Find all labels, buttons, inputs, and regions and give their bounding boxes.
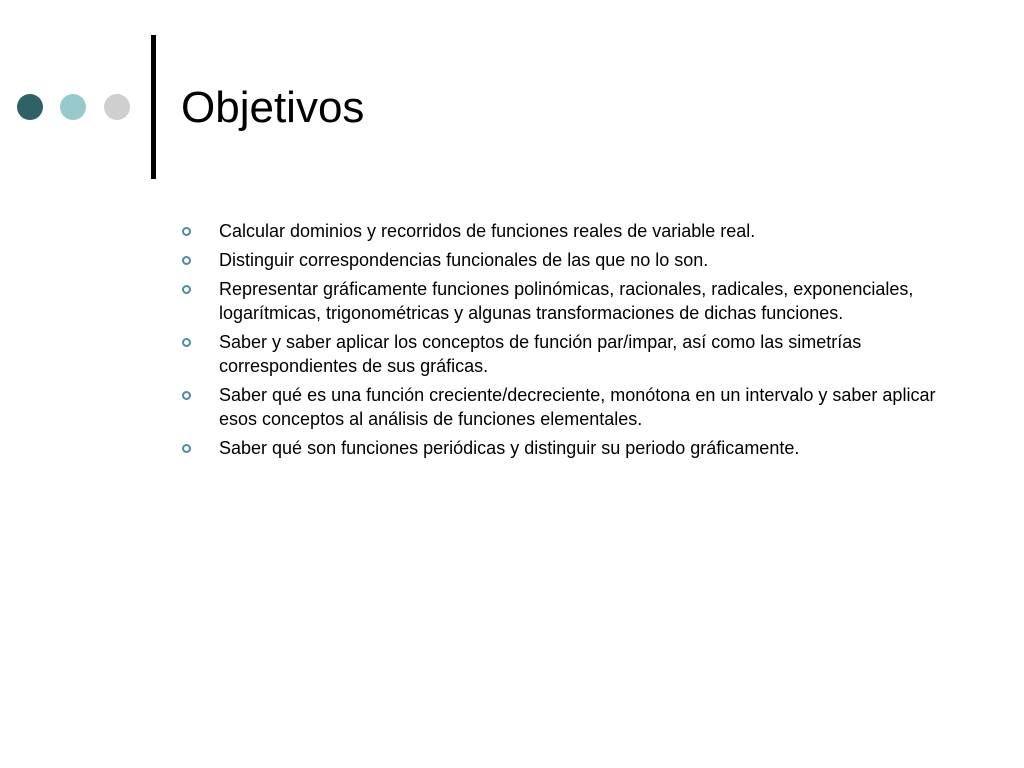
decorative-dot-grey: [104, 94, 130, 120]
bullet-circle-icon: [182, 256, 191, 265]
bullet-text: Saber qué es una función creciente/decreciente, monótona en un intervalo y saber aplicar esos conceptos al análisis de funciones elementales.: [219, 385, 936, 429]
bullet-text: Distinguir correspondencias funcionales de las que no lo son.: [219, 250, 709, 270]
bullet-item: [181, 277, 961, 325]
slide-title: Objetivos: [181, 83, 365, 132]
bullet-item: [181, 248, 961, 272]
bullet-list: [181, 219, 961, 465]
bullet-circle-icon: [182, 338, 191, 347]
bullet-text: Calcular dominios y recorridos de funciones reales de variable real.: [219, 221, 756, 241]
bullet-circle-icon: [182, 391, 191, 400]
bullet-circle-icon: [182, 285, 191, 294]
bullet-item: [181, 330, 961, 378]
bullet-text: Saber qué son funciones periódicas y distinguir su periodo gráficamente.: [219, 438, 800, 458]
bullet-item: [181, 219, 961, 243]
decorative-dot-light: [60, 94, 86, 120]
bullet-item: [181, 436, 961, 460]
bullet-item: [181, 383, 961, 431]
bullet-text: Saber y saber aplicar los conceptos de función par/impar, así como las simetrías correspondientes de sus gráficas.: [219, 332, 862, 376]
bullet-text: Representar gráficamente funciones polinómicas, racionales, radicales, exponenciales, logarítmicas, trigonométricas y algunas transformaciones de dichas funciones.: [219, 279, 914, 323]
bullet-circle-icon: [182, 227, 191, 236]
decorative-dot-dark: [17, 94, 43, 120]
title-divider-bar: [151, 35, 156, 179]
bullet-circle-icon: [182, 444, 191, 453]
